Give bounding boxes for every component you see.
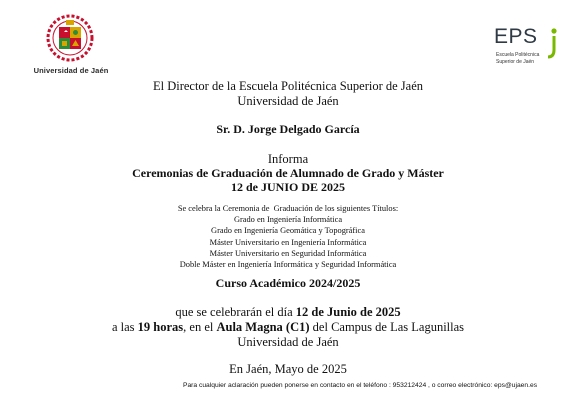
header-line-2: Universidad de Jaén	[237, 94, 339, 108]
eps-logo	[494, 26, 560, 72]
title-item: Grado en Ingeniería Informática	[233, 215, 343, 225]
details-campus: del Campus de Las Lagunillas	[309, 320, 465, 334]
place-date: En Jaén, Mayo de 2025	[229, 362, 347, 376]
details-line-3: Universidad de Jaén	[237, 335, 339, 349]
event-title: Ceremonias de Graduación de Alumnado de Grado y Máster	[132, 166, 444, 180]
director-header	[0, 79, 576, 109]
details-venue-prefix: , en el	[183, 320, 217, 334]
event-block	[0, 166, 576, 194]
titles-block	[0, 203, 576, 270]
title-item: Máster Universitario en Seguridad Informática	[209, 248, 367, 258]
title-item: Grado en Ingeniería Geomática y Topográfica	[211, 226, 365, 236]
details-line-2	[0, 320, 576, 335]
eps-j-icon	[546, 28, 560, 60]
event-date: 12 de JUNIO DE 2025	[230, 180, 345, 194]
event-details	[0, 305, 576, 350]
details-time: 19 horas	[137, 320, 184, 334]
university-emblem-icon	[46, 14, 94, 62]
informa-label: Informa	[267, 152, 309, 166]
details-line-1	[0, 305, 576, 320]
title-item: Doble Máster en Ingeniería Informática y Seguridad Informática	[179, 260, 397, 270]
contact-footer: Para cualquier aclaración pueden ponerse en contacto en el teléfono : 953212424 , o correo electrónico: eps@ujaen.es	[183, 382, 538, 389]
titles-intro: Se celebra la Ceremonia de Graduación de los siguientes Títulos:	[177, 204, 399, 213]
university-name: Universidad de Jaén	[33, 66, 109, 75]
details-event-date: 12 de Junio de 2025	[295, 305, 401, 319]
details-time-prefix: a las	[111, 320, 138, 334]
university-logo	[16, 8, 126, 80]
header-line-1: El Director de la Escuela Politécnica Superior de Jaén	[152, 79, 424, 93]
eps-abbreviation: EPS	[494, 25, 538, 48]
eps-name-line2: Superior de Jaén	[496, 59, 535, 65]
title-item: Máster Universitario en Ingeniería Informática	[209, 237, 367, 247]
details-when-prefix: que se celebrarán el día	[175, 305, 296, 319]
eps-name-line1: Escuela Politécnica	[496, 52, 540, 58]
recipient-name: Sr. D. Jorge Delgado García	[216, 122, 360, 136]
details-venue: Aula Magna (C1)	[216, 320, 310, 334]
academic-course: Curso Académico 2024/2025	[215, 276, 361, 290]
